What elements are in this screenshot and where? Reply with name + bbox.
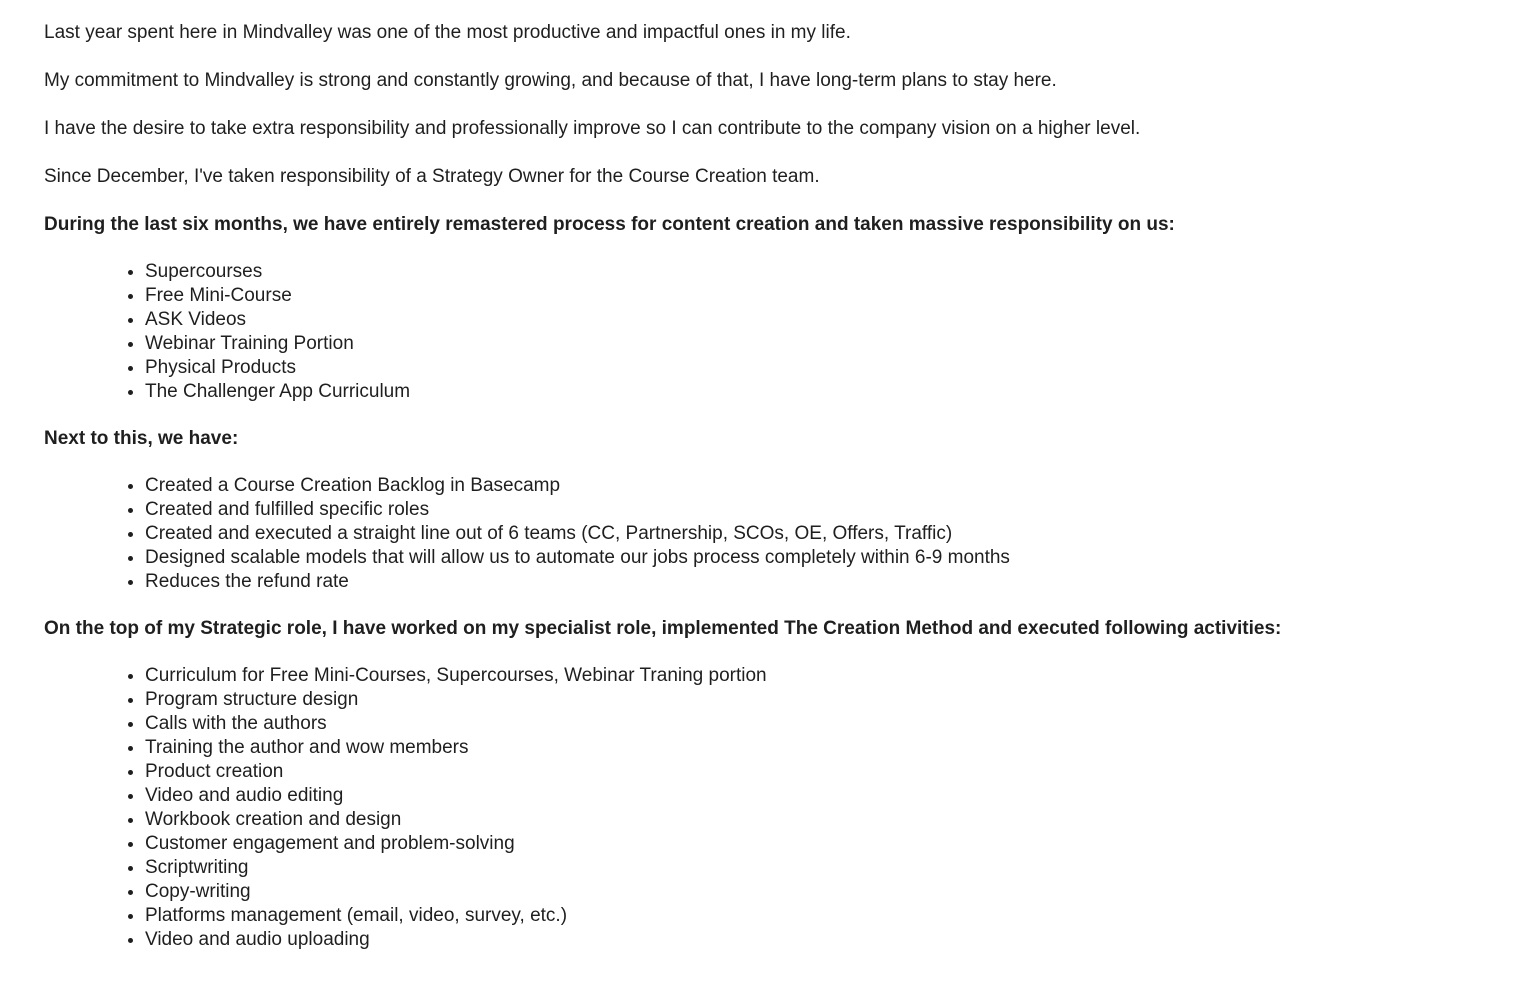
intro-paragraph: My commitment to Mindvalley is strong and constantly growing, and because of that, I have long-term plans to stay here. [44, 70, 1057, 91]
list-item: • Video and audio editing [145, 784, 1396, 808]
intro-paragraph: Since December, I've taken responsibility of a Strategy Owner for the Course Creation team. [44, 166, 820, 187]
list-item: • Training the author and wow members [145, 736, 1396, 760]
intro-paragraph: I have the desire to take extra responsibility and professionally improve so I can contribute to the company vision on a higher level. [44, 118, 1141, 139]
section-heading-specialist-role: On the top of my Strategic role, I have worked on my specialist role, implemented The Creation Method and executed following activities: [44, 618, 1282, 639]
list-item: • Webinar Training Portion [145, 332, 1396, 356]
list-item: • Created and executed a straight line out of 6 teams (CC, Partnership, SCOs, OE, Offers, Traffic) [145, 522, 1396, 546]
list-item: • Created a Course Creation Backlog in Basecamp [145, 474, 1396, 498]
list-item: • Curriculum for Free Mini-Courses, Supercourses, Webinar Traning portion [145, 664, 1396, 688]
list-item: • Program structure design [145, 688, 1396, 712]
list-item: • Reduces the refund rate [145, 570, 1396, 594]
bullet-list-content-creation [44, 260, 1396, 404]
list-item: • Product creation [145, 760, 1396, 784]
list-item: • Scriptwriting [145, 856, 1396, 880]
list-item: • Workbook creation and design [145, 808, 1396, 832]
section-heading-next-to-this: Next to this, we have: [44, 428, 239, 449]
list-item: • Supercourses [145, 260, 1396, 284]
bullet-list-achievements [44, 474, 1396, 594]
list-item: • Free Mini-Course [145, 284, 1396, 308]
list-item: • The Challenger App Curriculum [145, 380, 1396, 404]
intro-paragraph: Last year spent here in Mindvalley was one of the most productive and impactful ones in my life. [44, 22, 851, 43]
list-item: • Physical Products [145, 356, 1396, 380]
section-heading-last-six-months: During the last six months, we have entirely remastered process for content creation and taken massive responsibility on us: [44, 214, 1175, 235]
bullet-list-activities [44, 664, 1396, 952]
list-item: • Designed scalable models that will allow us to automate our jobs process completely within 6-9 months [145, 546, 1396, 570]
list-item: • ASK Videos [145, 308, 1396, 332]
list-item: • Video and audio uploading [145, 928, 1396, 952]
list-item: • Calls with the authors [145, 712, 1396, 736]
list-item: • Copy-writing [145, 880, 1396, 904]
list-item: • Customer engagement and problem-solving [145, 832, 1396, 856]
list-item: • Created and fulfilled specific roles [145, 498, 1396, 522]
list-item: • Platforms management (email, video, survey, etc.) [145, 904, 1396, 928]
